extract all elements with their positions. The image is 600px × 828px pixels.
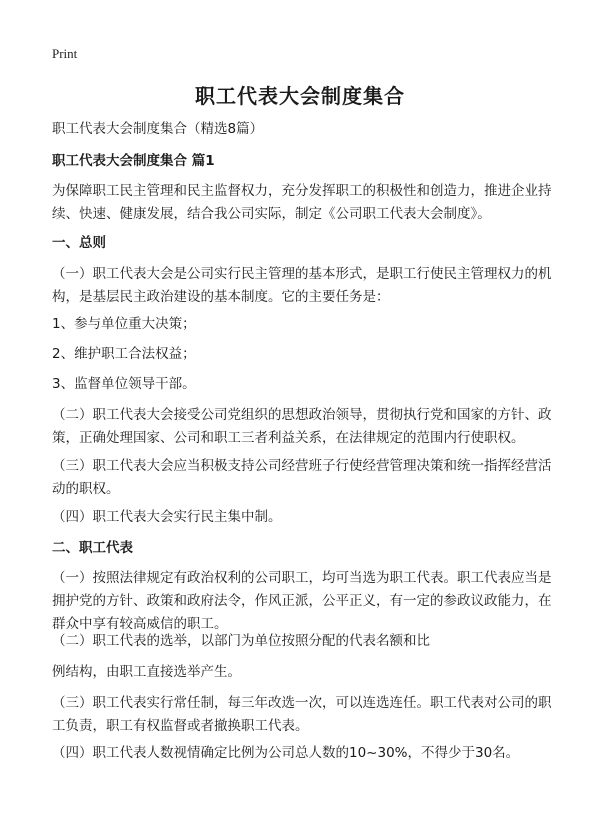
chapter1-paragraph-1: （一）职工代表大会是公司实行民主管理的基本形式，是职工行使民主管理权力的机构，是基层民主政治建设的基本制度。它的主要任务是： xyxy=(52,266,552,305)
chapter2-paragraph-4: （四）职工代表人数视情确定比例为公司总人数的10~30%，不得少于30名。 xyxy=(52,745,520,761)
chapter1-paragraph-4: （四）职工代表大会实行民主集中制。 xyxy=(52,509,282,525)
document-title: 职工代表大会制度集合 xyxy=(195,84,405,108)
section-heading: 职工代表大会制度集合 篇1 xyxy=(52,153,215,169)
chapter1-item-3: 3、监督单位领导干部。 xyxy=(52,376,196,392)
chapter1-heading: 一、总则 xyxy=(52,235,106,251)
chapter2-paragraph-3: （三）职工代表实行常任制，每三年改选一次，可以连选连任。职工代表对公司的职工负责，职工有权监督或者撤换职工代表。 xyxy=(52,695,552,734)
document-subtitle: 职工代表大会制度集合（精选8篇） xyxy=(52,121,264,137)
chapter1-item-1: 1、参与单位重大决策； xyxy=(52,316,196,332)
chapter2-paragraph-2a: （二）职工代表的选举，以部门为单位按照分配的代表名额和比 xyxy=(52,633,430,649)
intro-paragraph: 为保障职工民主管理和民主监督权力，充分发挥职工的积极性和创造力，推进企业持续、快速、健康发展，结合我公司实际，制定《公司职工代表大会制度》。 xyxy=(52,183,552,222)
print-label[interactable]: Print xyxy=(52,46,78,61)
chapter2-paragraph-2b: 例结构，由职工直接选举产生。 xyxy=(52,664,241,680)
chapter1-item-2: 2、维护职工合法权益； xyxy=(52,346,196,362)
chapter2-heading: 二、职工代表 xyxy=(52,540,133,556)
chapter1-paragraph-3: （三）职工代表大会应当积极支持公司经营班子行使经营管理决策和统一指挥经营活动的职权。 xyxy=(52,458,552,497)
chapter2-paragraph-1: （一）按照法律规定有政治权利的公司职工，均可当选为职工代表。职工代表应当是拥护党的方针、政策和政府法令，作风正派，公平正义，有一定的参政议政能力，在群众中享有较高威信的职工。 xyxy=(52,570,552,632)
chapter1-paragraph-2: （二）职工代表大会接受公司党组织的思想政治领导，贯彻执行党和国家的方针、政策，正确处理国家、公司和职工三者利益关系，在法律规定的范围内行使职权。 xyxy=(52,407,552,446)
